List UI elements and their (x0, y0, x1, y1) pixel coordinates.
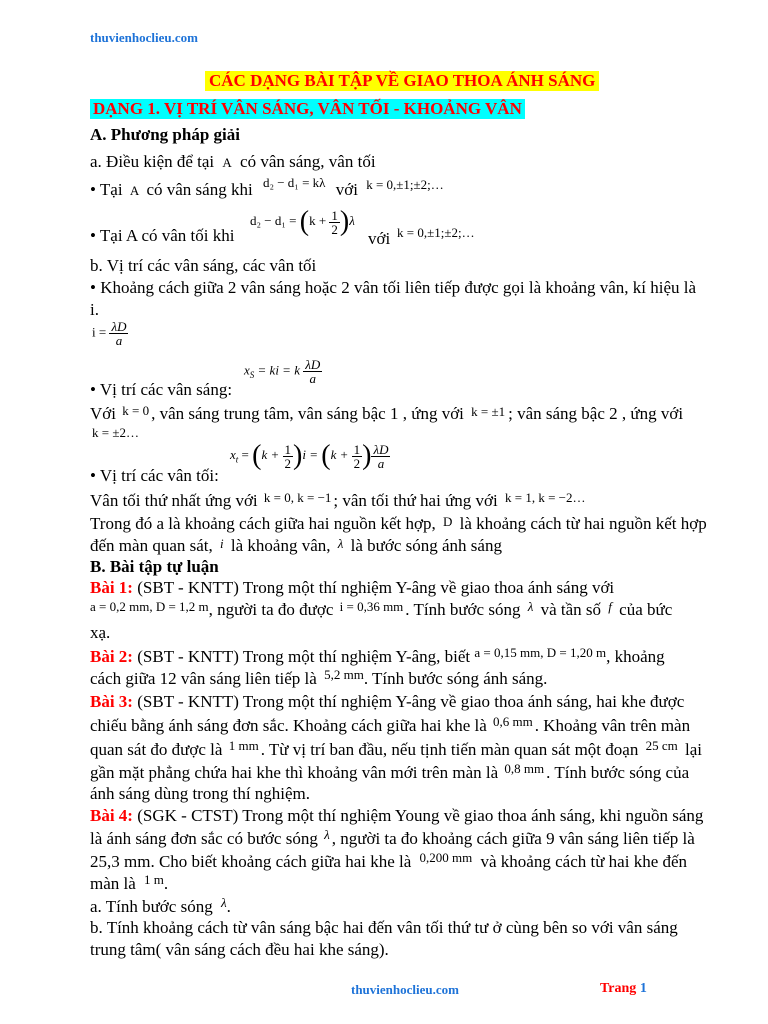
dark-position-label: • Vị trí các vân tối: (90, 466, 219, 485)
bright-formula: d₂ − d₁ = kλ (262, 175, 326, 190)
dark-order-line: Vân tối thứ nhất ứng với $^{k = 0, k = -1}$ ; vân tối thứ hai ứng với $^{k = 1, k = -2\dots}$ (90, 490, 586, 510)
bright-order-line: Với $^{k = 0}$ , vân sáng trung tâm, vân sáng bậc 1 , ứng với k = ±1 ; vân sáng bậc 2 , ứng với (90, 403, 684, 423)
problem-1-line-3: xạ. (90, 623, 111, 642)
dark-condition-label: • Tại A có vân tối khi (90, 226, 235, 245)
problem-3-line-1: Bài 3: (SBT - KNTT) Trong một thí nghiệm Y-âng về giao thoa ánh sáng, hai khe được (90, 692, 685, 711)
fringe-formula: i = $\frac{\lambda D}{a}$ (92, 319, 127, 348)
problem-4-label: Bài 4: (90, 806, 133, 825)
footer-site-link[interactable]: thuvienhoclieu.com (351, 982, 459, 997)
problem-2-label: Bài 2: (90, 647, 133, 666)
document-title: CÁC DẠNG BÀI TẬP VỀ GIAO THOA ÁNH SÁNG (205, 71, 599, 91)
dark-k-values: k = 0,±1;±2;… (397, 225, 475, 240)
condition-line: a. Điều kiện để tại A có vân sáng, vân tối (90, 152, 376, 171)
problem-2-line-1: Bài 2: (SBT - KNTT) Trong một thí nghiệm Y-âng, biết $^{a = 0,15 mm, D = 1,20 m}$, khoảng (90, 645, 665, 666)
k2-value: k = ±2… (92, 425, 139, 440)
bright-position-label: • Vị trí các vân sáng: (90, 380, 233, 399)
where-line-2: đến màn quan sát, i là khoảng vân, λ là bước sóng ánh sáng (90, 536, 502, 555)
fringe-definition-cont: i. (90, 300, 99, 319)
fringe-definition: • Khoảng cách giữa 2 vân sáng hoặc 2 vân tối liên tiếp được gọi là khoảng vân, kí hiệu là (90, 278, 697, 297)
bright-condition-line: • Tại A có vân sáng khi $^{d_2 - d_1 = k\lambda}$ với $^{k = 0,\pm 1;\pm 2;\dots}$ (90, 175, 444, 199)
problem-1-line-2: $^{a = 0,2 mm, D = 1,2 m}$, người ta đo được $^{i = 0,36 mm}$ . Tính bước sóng $^\lambda$ và tần số $^f$ của bức (90, 599, 673, 619)
header-site-link[interactable]: thuvienhoclieu.com (90, 30, 198, 45)
problem-4-part-b-line-1: b. Tính khoảng cách từ vân sáng bậc hai đến vân tối thứ tư ở cùng bên so với vân sáng (90, 918, 678, 937)
part-a-heading: A. Phương pháp giải (90, 125, 240, 144)
positions-heading: b. Vị trí các vân sáng, các vân tối (90, 256, 317, 275)
problem-3-line-5: ánh sáng dùng trong thí nghiệm. (90, 784, 311, 803)
problem-3-line-2: chiếu bằng ánh sáng đơn sắc. Khoảng cách giữa hai khe là $^{0,6 mm}$ . Khoảng vân trên màn (90, 714, 691, 735)
problem-2-line-2: cách giữa 12 vân sáng liên tiếp là $^{5,2 mm}$. Tính bước sóng ánh sáng. (90, 667, 548, 688)
problem-4-line-2: là ánh sáng đơn sắc có bước sóng $^\lambda$ , người ta đo khoảng cách giữa 9 vân sáng liên tiếp là (90, 827, 695, 848)
where-line-1: Trong đó a là khoảng cách giữa hai nguồn kết hợp, D là khoảng cách từ hai nguồn kết hợp (90, 514, 707, 533)
problem-1-label: Bài 1: (90, 578, 133, 597)
problem-3-line-3: quan sát đo được là $^{1 mm}$ . Từ vị trí ban đầu, nếu tịnh tiến màn quan sát một đoạn $^{25 cm}$ lại (90, 738, 702, 759)
part-b-heading: B. Bài tập tự luận (90, 557, 219, 576)
problem-4-part-a: a. Tính bước sóng $^\lambda$. (90, 895, 231, 916)
problem-4-line-4: màn là $^{1 m}$. (90, 872, 169, 893)
dark-with: với (368, 229, 391, 248)
bright-position-formula: $x_S$ = ki = k $\frac{\lambda D}{a}$ (244, 357, 321, 386)
dark-formula: d₂ − d₁ = (k + $\frac{1}{2}$ )λ (250, 206, 355, 237)
problem-4-part-b-line-2: trung tâm( vân sáng cách đều hai khe sáng). (90, 940, 389, 959)
problem-4-line-1: Bài 4: (SGK - CTST) Trong một thí nghiệm Young về giao thoa ánh sáng, khi nguồn sáng (90, 806, 704, 825)
page-number: Trang 1 (600, 981, 647, 996)
problem-3-label: Bài 3: (90, 692, 133, 711)
dark-position-formula: $x_t = (k$ + $\frac{1}{2}$ )i = (k + $\frac{1}{2}$ ) $\frac{\lambda D}{a}$ (230, 440, 389, 471)
problem-4-line-3: 25,3 mm. Cho biết khoảng cách giữa hai khe là $^{0,200 mm}$ và khoảng cách từ hai khe đến (90, 850, 688, 871)
problem-1-line-1: Bài 1: (SBT - KNTT) Trong một thí nghiệm Y-âng về giao thoa ánh sáng với (90, 578, 615, 597)
problem-3-line-4: gần mặt phẳng chứa hai khe thì khoảng vân mới trên màn là $^{0,8 mm}$ . Tính bước sóng của (90, 761, 690, 782)
section-heading: DẠNG 1. VỊ TRÍ VÂN SÁNG, VÂN TỐI - KHOẢNG VÂN (90, 99, 525, 119)
